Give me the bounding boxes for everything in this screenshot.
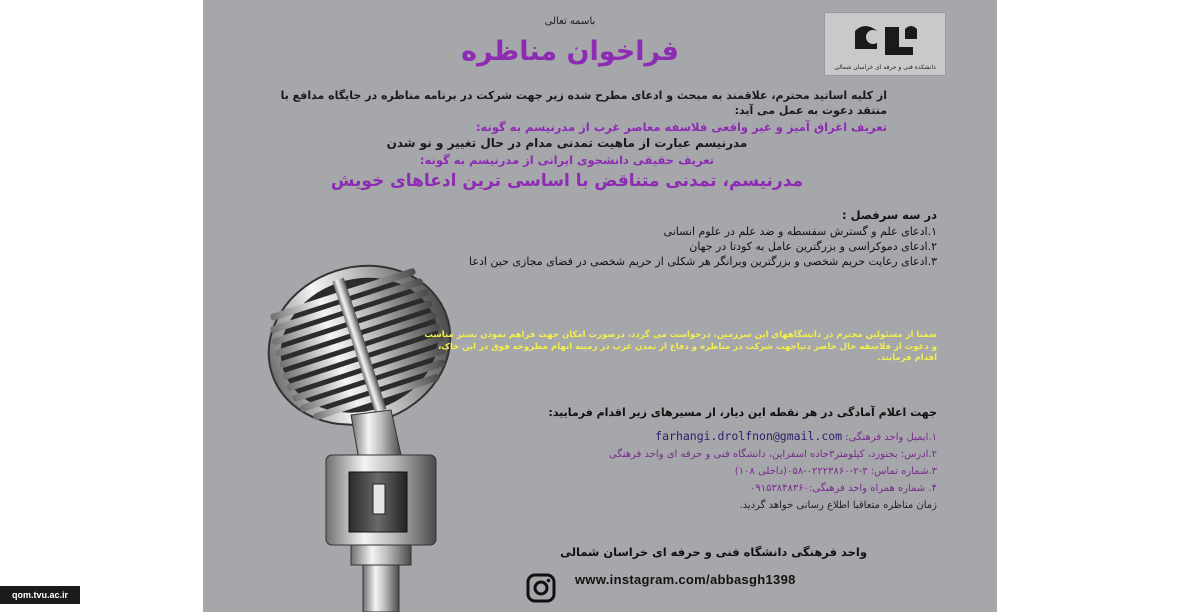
list-item: ۲.ادعای دموکراسی و بزرگترین عامل به کودتا در جهان: [689, 240, 937, 253]
section-heading: در سه سرفصل :: [841, 208, 937, 222]
instagram-link[interactable]: www.instagram.com/abbasgh1398: [575, 572, 796, 587]
email-label: ۱.ایمیل واحد فرهنگی:: [845, 432, 937, 443]
contact-heading: جهت اعلام آمادگی در هر نقطه این دیار، از مسیرهای زیر اقدام فرمایید:: [548, 406, 937, 419]
instagram-icon[interactable]: [525, 572, 557, 604]
contact-phone: ۳.شماره تماس: ۳-۲-۰۲۲۲۳۸۶۰-۰۵۸(داخلی ۱۰۸): [734, 466, 937, 477]
contact-email-row: [417, 428, 937, 446]
footer-organization: واحد فرهنگی دانشگاه فنی و حرفه ای خراسان شمالی: [560, 545, 867, 559]
contact-list: [417, 428, 937, 514]
contact-mobile: ۴. شماره همراه واحد فرهنگی:۰۹۱۵۳۸۴۸۳۶۰: [749, 483, 937, 494]
contact-address: ۲.ادرس: بجنورد، کیلومتر۳جاده اسفراین، دانشگاه فنی و حرفه ای واحد فرهنگی: [608, 449, 937, 460]
definition-western-text: مدرنیسم عبارت از ماهیت تمدنی مدام در حال تغییر و نو شدن: [386, 136, 748, 150]
intro-paragraph: از کلیه اساتید محترم، علاقمند به مبحث و ادعای مطرح شده زیر جهت شرکت در برنامه مناظره در جایگاه مدافع با منتقد دعوت به عمل می آید:: [280, 89, 887, 117]
page-title: فراخوان مناظره: [461, 36, 679, 67]
logo-caption: دانشکده فنی و حرفه ای خراسان شمالی: [834, 64, 936, 71]
instagram-row: [525, 566, 885, 600]
definition-iranian: تعریف حقیقی دانشجوی ایرانی از مدرنیسم به گونه:: [419, 153, 715, 167]
notice-paragraph: ضمنا از مسئولین محترم در دانشگاههای این سرزمین، درخواست می گردد، درصورت امکان جهت فراهم نمودن بستر مناسب و دعوت از فلاسفه حال حاضر دنیاجهت شرکت در مناظره و دفاع از تمدن غرب در زمینه اتهام مطروحه فوق در این خاک، اقدام فرمایند.: [424, 330, 937, 363]
debate-time-note: زمان مناظره متعاقبا اطلاع رسانی خواهد گردید.: [739, 500, 937, 511]
definition-iranian-text: مدرنیسم، تمدنی متناقض با اساسی ترین ادعاهای خویش: [330, 171, 804, 191]
bismillah-heading: باسمه تعالی: [544, 16, 596, 27]
email-link[interactable]: farhangi.drolfnon@gmail.com: [655, 429, 843, 443]
poster: [203, 0, 997, 612]
site-badge[interactable]: qom.tvu.ac.ir: [0, 586, 80, 604]
definition-western: تعریف اغراق آمیز و غیر واقعی فلاسفه معاصر غرب از مدرنیسم به گونه:: [475, 120, 887, 134]
list-item: ۱.ادعای علم و گسترش سفسطه و ضد علم در علوم انسانی: [663, 225, 937, 238]
list-item: ۳.ادعای رعایت حریم شخصی و بزرگترین ویرانگر هر شکلی از حریم شخصی در فضای مجازی حین ادعا: [469, 255, 937, 268]
claims-list: [427, 224, 937, 269]
